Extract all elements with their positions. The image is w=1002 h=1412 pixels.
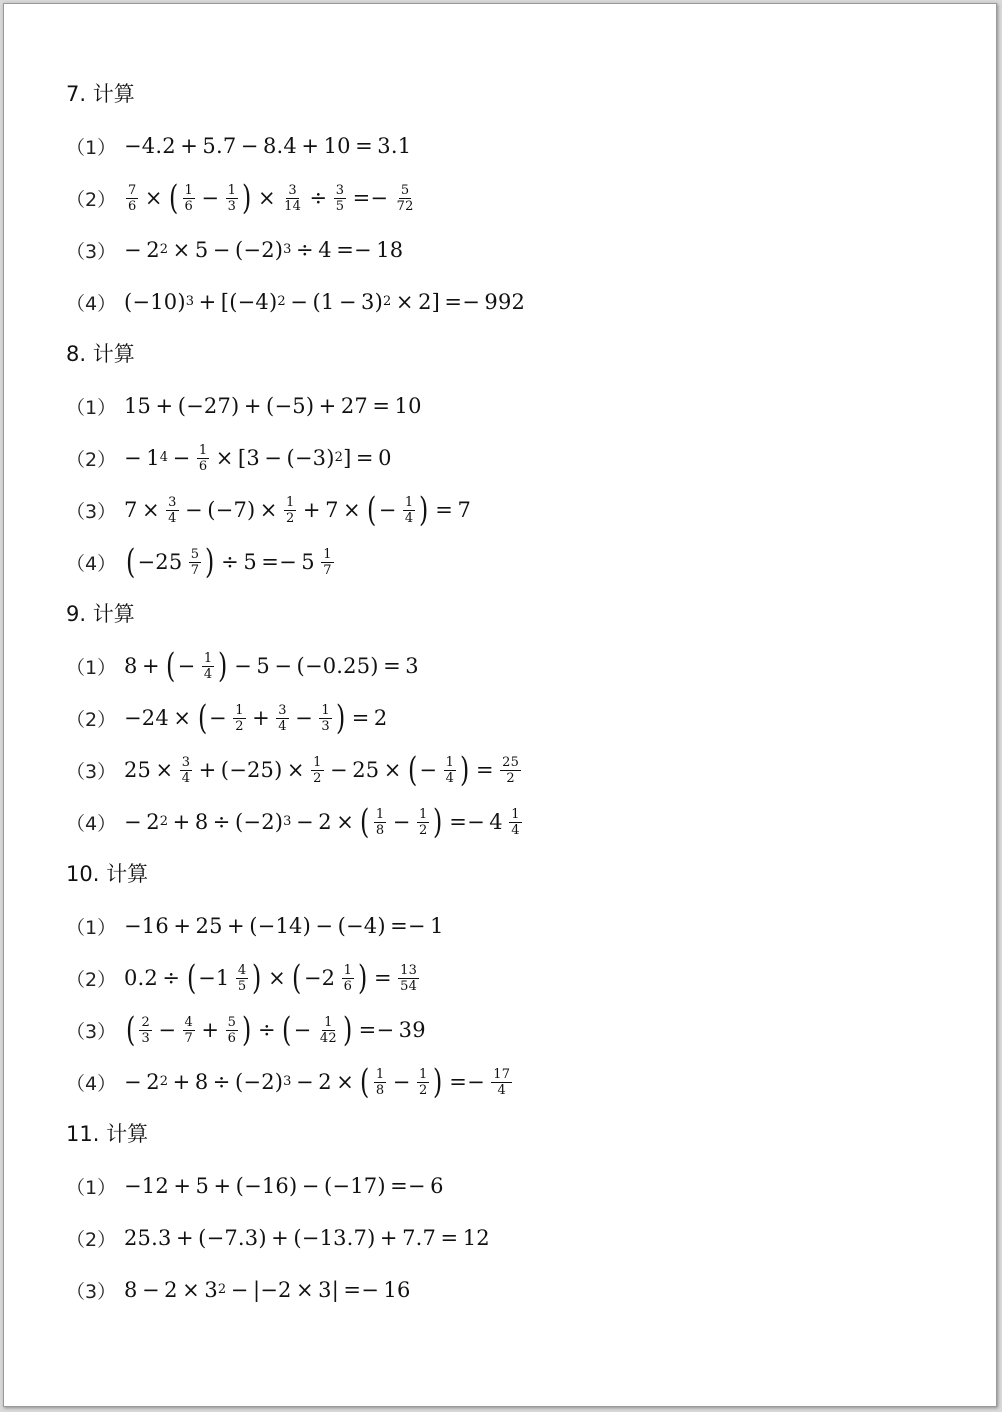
problem-expression: $\frac{7}{6}$ × ( $\frac{1}{6}$ − $\frac{1}{3}$ ) × $\frac{3}{14}$ ÷ $\frac{3}{5}$ =− $\frac{5}{72}$ <box>128 178 414 218</box>
problem-label: （3） <box>66 240 117 263</box>
parenthesis: ( <box>360 1062 370 1102</box>
fraction: $\frac{3}{4}$ <box>278 702 287 734</box>
parenthesis: ) <box>342 1010 353 1050</box>
parenthesis: ( <box>177 394 187 418</box>
section-heading: 11. 计算 <box>66 1122 149 1146</box>
problem-expression: − 2 2 × 5 − ( − 2 ) 3 ÷ 4 =− 18 <box>124 238 404 262</box>
fraction: $\frac{4}{7}$ <box>184 1014 194 1046</box>
parenthesis: ( <box>337 914 346 938</box>
parenthesis: ( <box>124 290 133 314</box>
problem-expression: − 4.2 + 5.7 − 8.4 + 10 = 3.1 <box>124 134 412 158</box>
problem-label: （1） <box>66 916 117 939</box>
parenthesis: ( <box>266 394 275 418</box>
problem-expression: − 2 2 + 8 ÷ ( − 2 ) 3 − 2 × ( $\frac{1}{8}$ − $\frac{1}{2}$ ) =− 4 $\frac{1}{4}$ <box>124 802 520 842</box>
parenthesis: ) <box>302 914 311 938</box>
parenthesis: ) <box>218 646 228 686</box>
problem-expression: − 24 × ( − $\frac{1}{2}$ + $\frac{3}{4}$ − $\frac{1}{3}$ ) = 2 <box>124 698 388 738</box>
parenthesis: ( <box>296 654 305 678</box>
parenthesis: ( <box>286 446 295 470</box>
problem-expression: − 2 2 + 8 ÷ ( − 2 ) 3 − 2 × ( $\frac{1}{8}$ − $\frac{1}{2}$ ) =− $\frac{17}{4}$ <box>124 1062 511 1102</box>
problem-expression: − 1 4 − $\frac{1}{6}$ × [ 3 − ( − 3 ) 2 ] = 0 <box>124 442 392 474</box>
parenthesis: ( <box>197 698 207 738</box>
problem-item <box>66 900 525 952</box>
parenthesis: ) <box>358 958 368 998</box>
problem-item <box>66 1004 525 1056</box>
fraction: $\frac{1}{7}$ <box>323 546 332 578</box>
problem-label: （1） <box>66 656 117 679</box>
problem-label: （2） <box>66 188 117 211</box>
parenthesis: ) <box>231 394 240 418</box>
fraction: $\frac{1}{4}$ <box>511 806 520 838</box>
parenthesis: ) <box>419 490 429 530</box>
problem-expression: 0.2 ÷ ( − 1 $\frac{4}{5}$ ) × ( − 2 $\frac{1}{6}$ ) = $\frac{13}{54}$ <box>124 958 418 998</box>
fraction: $\frac{5}{7}$ <box>190 546 200 578</box>
problem-expression: 15 + ( − 27 ) + ( − 5 ) + 27 = 10 <box>124 394 422 418</box>
problem-label: （2） <box>66 1228 117 1251</box>
parenthesis: ( <box>324 1174 333 1198</box>
parenthesis: ( <box>235 238 244 262</box>
parenthesis: ) <box>274 238 284 262</box>
problem-item <box>66 224 525 276</box>
fraction: $\frac{4}{5}$ <box>237 962 247 994</box>
parenthesis: ( <box>207 498 216 522</box>
problem-label: （1） <box>66 396 117 419</box>
problem-item <box>66 276 525 328</box>
problem-label: （2） <box>66 708 117 731</box>
parenthesis: ) <box>377 914 386 938</box>
parenthesis: ) <box>205 542 215 582</box>
fraction: $\frac{3}{5}$ <box>335 182 345 214</box>
parenthesis: ) <box>177 290 186 314</box>
problem-expression: − 16 + 25 + ( − 14 ) − ( − 4 ) =− 1 <box>124 914 444 938</box>
fraction: $\frac{13}{54}$ <box>400 962 418 994</box>
problem-item <box>66 952 525 1004</box>
fraction: $\frac{17}{4}$ <box>493 1066 511 1098</box>
fraction: $\frac{5}{72}$ <box>396 182 414 214</box>
parenthesis: ( <box>235 1174 245 1198</box>
parenthesis: ) <box>274 810 284 834</box>
problem-item <box>66 120 525 172</box>
parenthesis: ) <box>370 654 379 678</box>
section-heading: 7. 计算 <box>66 82 135 106</box>
fraction: $\frac{1}{2}$ <box>286 494 295 526</box>
parenthesis: ( <box>360 802 370 842</box>
fraction: $\frac{25}{2}$ <box>502 754 520 786</box>
fraction: $\frac{1}{8}$ <box>375 806 385 838</box>
parenthesis: ) <box>374 290 383 314</box>
parenthesis: ) <box>252 958 262 998</box>
fraction: $\frac{1}{8}$ <box>375 1066 385 1098</box>
parenthesis: ( <box>249 914 258 938</box>
parenthesis: ( <box>293 1226 302 1250</box>
problem-expression: 7 × $\frac{3}{4}$ − ( − 7 ) × $\frac{1}{2}$ + 7 × ( − $\frac{1}{4}$ ) = 7 <box>124 490 472 530</box>
problem-expression: ( − 10 ) 3 + [ ( − 4 ) 2 − ( 1 − 3 ) 2 × 2 ] =− 992 <box>124 290 526 314</box>
parenthesis: ( <box>367 490 377 530</box>
parenthesis: ) <box>433 1062 443 1102</box>
parenthesis: ( <box>235 810 244 834</box>
problem-expression: 25.3 + ( − 7.3 ) + ( − 13.7 ) + 7.7 = 12 <box>124 1226 490 1250</box>
section-heading: 9. 计算 <box>66 602 135 626</box>
problem-expression: − 12 + 5 + ( − 16 ) − ( − 17 ) =− 6 <box>124 1174 444 1198</box>
document-page <box>3 3 997 1407</box>
problem-item <box>66 172 525 224</box>
problem-expression: ( $\frac{2}{3}$ − $\frac{4}{7}$ + $\frac{5}{6}$ ) ÷ ( − $\frac{1}{42}$ ) =− 39 <box>126 1010 426 1050</box>
problem-expression: 8 + ( − $\frac{1}{4}$ ) − 5 − ( − 0.25 ) = 3 <box>124 646 419 686</box>
fraction: $\frac{1}{4}$ <box>203 650 213 682</box>
fraction: $\frac{1}{42}$ <box>319 1014 337 1046</box>
parenthesis: ( <box>292 958 302 998</box>
fraction: $\frac{1}{2}$ <box>313 754 322 786</box>
fraction: $\frac{1}{2}$ <box>418 806 428 838</box>
fraction: $\frac{1}{4}$ <box>445 754 455 786</box>
parenthesis: ) <box>377 1174 386 1198</box>
problem-label: （3） <box>66 760 117 783</box>
parenthesis: ) <box>433 802 443 842</box>
parenthesis: ) <box>274 1070 284 1094</box>
fraction: $\frac{7}{6}$ <box>128 182 137 214</box>
parenthesis: ) <box>258 1226 267 1250</box>
fraction: $\frac{1}{2}$ <box>418 1066 428 1098</box>
parenthesis: ) <box>274 758 283 782</box>
problem-label: （3） <box>66 1020 117 1043</box>
problem-label: （2） <box>66 448 117 471</box>
problem-expression: ( − 25 $\frac{5}{7}$ ) ÷ 5 =− 5 $\frac{1}{7}$ <box>126 542 332 582</box>
parenthesis: ) <box>326 446 335 470</box>
parenthesis: ) <box>242 1010 252 1050</box>
problem-item <box>66 432 525 484</box>
fraction: $\frac{1}{6}$ <box>343 962 353 994</box>
problem-item <box>66 380 525 432</box>
fraction: $\frac{1}{6}$ <box>184 182 194 214</box>
fraction: $\frac{1}{3}$ <box>227 182 237 214</box>
parenthesis: ( <box>235 1070 244 1094</box>
parenthesis: ) <box>305 394 315 418</box>
problem-label: （4） <box>66 552 117 575</box>
fraction: $\frac{2}{3}$ <box>141 1014 150 1046</box>
section-heading: 8. 计算 <box>66 342 135 366</box>
fraction: $\frac{3}{4}$ <box>181 754 191 786</box>
fraction: $\frac{3}{14}$ <box>284 182 302 214</box>
problem-item <box>66 796 525 848</box>
parenthesis: ( <box>186 958 197 998</box>
fraction: $\frac{1}{2}$ <box>235 702 244 734</box>
problem-item <box>66 536 525 588</box>
parenthesis: ( <box>312 290 321 314</box>
problem-item <box>66 484 525 536</box>
parenthesis: ) <box>268 290 278 314</box>
parenthesis: ) <box>367 1226 376 1250</box>
problem-item <box>66 1264 525 1316</box>
problem-label: （1） <box>66 1176 117 1199</box>
fraction: $\frac{3}{4}$ <box>168 494 177 526</box>
parenthesis: ) <box>289 1174 298 1198</box>
parenthesis: ( <box>169 178 179 218</box>
parenthesis: ( <box>126 542 136 582</box>
problem-item <box>66 1160 525 1212</box>
parenthesis: ) <box>242 178 252 218</box>
problem-label: （3） <box>66 1280 117 1303</box>
problem-label: （4） <box>66 292 117 315</box>
problem-item <box>66 1212 525 1264</box>
parenthesis: ( <box>407 750 418 790</box>
parenthesis: ( <box>198 1226 207 1250</box>
parenthesis: ( <box>166 646 176 686</box>
parenthesis: ( <box>229 290 238 314</box>
parenthesis: ) <box>335 698 346 738</box>
problem-list <box>66 68 525 1316</box>
problem-label: （4） <box>66 812 117 835</box>
problem-expression: 8 − 2 × 3 2 − |− 2 × 3 | =− 16 <box>124 1278 411 1302</box>
parenthesis: ( <box>220 758 230 782</box>
problem-label: （1） <box>66 136 117 159</box>
fraction: $\frac{1}{3}$ <box>321 702 330 734</box>
problem-item <box>66 692 525 744</box>
problem-item <box>66 640 525 692</box>
fraction: $\frac{1}{6}$ <box>198 442 208 474</box>
parenthesis: ) <box>247 498 256 522</box>
problem-label: （4） <box>66 1072 117 1095</box>
problem-expression: 25 × $\frac{3}{4}$ + ( − 25 ) × $\frac{1}{2}$ − 25 × ( − $\frac{1}{4}$ ) = $\frac{25}{2}$ <box>124 750 520 790</box>
fraction: $\frac{1}{4}$ <box>404 494 414 526</box>
section-heading: 10. 计算 <box>66 862 149 886</box>
fraction: $\frac{5}{6}$ <box>227 1014 237 1046</box>
parenthesis: ( <box>282 1010 292 1050</box>
problem-item <box>66 744 525 796</box>
parenthesis: ( <box>126 1010 136 1050</box>
problem-label: （3） <box>66 500 117 523</box>
problem-item <box>66 1056 525 1108</box>
parenthesis: ) <box>460 750 470 790</box>
problem-label: （2） <box>66 968 117 991</box>
